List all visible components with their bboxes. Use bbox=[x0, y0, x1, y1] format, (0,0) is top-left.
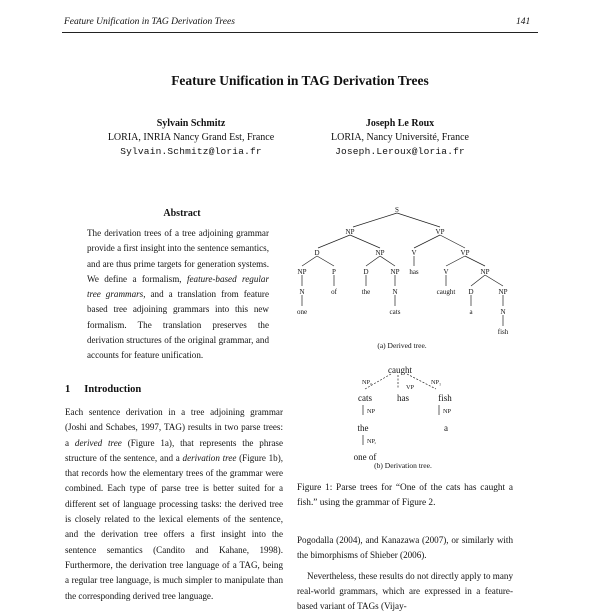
node-vp: VP bbox=[460, 249, 470, 257]
paper-title: Feature Unification in TAG Derivation Trees bbox=[171, 73, 429, 88]
intro-text: (Figure 1b), that records how the elementary trees of the grammar were combined. Each type of parse tree is better suited for a different set of language processing tasks: the derived tree is closely related to the lexical elements of the sentence, and the derivation tree offers a first insight into the sentence semantics (Candito and Kahane, 1998). Furthermore, the derivation tree language of a TAG, being a regular tree language, is much simpler to manipulate than the corresponding derived tree language. bbox=[65, 452, 283, 601]
derivation-root: caught bbox=[388, 365, 412, 375]
paragraph: Pogodalla (2004), and Kanazawa (2007), or similarly with the bimorphisms of Shieber (2006). bbox=[297, 535, 513, 561]
abstract-text: , and a translation from feature based tree adjoining grammars into this new formalism. The translation preserves the derivation structures of the original grammar, and accounts for feature unification. bbox=[87, 289, 269, 361]
abstract-emphasis: feature-based regular tree grammars bbox=[87, 273, 269, 300]
node-vp: VP bbox=[435, 228, 445, 236]
word-a: a bbox=[469, 308, 473, 316]
tree-edge bbox=[446, 256, 465, 266]
author-affiliation: LORIA, Nancy Université, France bbox=[330, 132, 469, 143]
header-rule bbox=[62, 32, 538, 33]
derived-tree-labels bbox=[297, 206, 509, 336]
section-number: 1 bbox=[65, 384, 71, 395]
paragraph: Nevertheless, these results do not directly apply to many real-world grammars, which are expressed in a feature-based variant of TAGs (Vijay- bbox=[297, 570, 513, 612]
tree-edge bbox=[397, 213, 440, 227]
node-np: NP bbox=[375, 249, 385, 257]
edge-label: VP bbox=[406, 384, 415, 391]
author-name: Sylvain Schmitz bbox=[156, 118, 226, 129]
node-np: NP bbox=[390, 268, 400, 276]
section-heading bbox=[65, 384, 155, 395]
node-np: NP bbox=[480, 268, 490, 276]
derivation-node: has bbox=[397, 393, 409, 403]
page-number: 141 bbox=[516, 17, 531, 27]
figure-1 bbox=[290, 202, 540, 482]
intro-emphasis: derivation tree bbox=[182, 452, 237, 463]
derivation-subcaption: (b) Derivation tree. bbox=[374, 461, 432, 470]
tree-edge bbox=[414, 235, 440, 248]
abstract-body bbox=[87, 226, 269, 364]
tree-edge bbox=[353, 213, 397, 227]
node-d: D bbox=[363, 268, 369, 276]
node-p: P bbox=[332, 268, 336, 276]
word-caught: caught bbox=[436, 288, 456, 296]
word-of: of bbox=[331, 288, 337, 296]
author-email: Sylvain.Schmitz@loria.fr bbox=[120, 146, 262, 157]
node-v: V bbox=[443, 268, 449, 276]
figure-svg bbox=[290, 202, 540, 482]
author-block-1 bbox=[80, 117, 302, 159]
node-np: NP bbox=[345, 228, 355, 236]
edge-label: NP₁ bbox=[431, 379, 442, 386]
intro-text: (Figure 1a), that represents the phrase structure of the sentence, and a bbox=[65, 437, 284, 463]
intro-emphasis: derived tree bbox=[74, 437, 122, 448]
tree-edge bbox=[317, 256, 334, 266]
derivation-node: a bbox=[444, 423, 448, 433]
node-np: NP bbox=[297, 268, 307, 276]
word-has: has bbox=[409, 268, 419, 276]
tree-edge bbox=[380, 256, 395, 266]
introduction-body bbox=[65, 405, 283, 604]
author-affiliation: LORIA, INRIA Nancy Grand Est, France bbox=[107, 132, 275, 143]
word-fish: fish bbox=[497, 328, 509, 336]
tree-edge bbox=[485, 275, 503, 286]
right-column-text bbox=[297, 533, 513, 614]
abstract-text: The derivation trees of a tree adjoining grammar provide a first insight into the sentence semantics, and are thus prime targets for generation systems. We define a formalism, bbox=[87, 228, 269, 284]
derivation-node: one of bbox=[353, 452, 377, 462]
node-n: N bbox=[500, 308, 506, 316]
tree-edge bbox=[465, 256, 485, 266]
author-email: Joseph.Leroux@loria.fr bbox=[335, 146, 465, 157]
figure-caption: Figure 1: Parse trees for “One of the cats has caught a fish.” using the grammar of Figure 2. bbox=[297, 483, 513, 508]
word-one: one bbox=[296, 308, 308, 316]
derivation-node: the bbox=[357, 423, 369, 433]
author-block-2 bbox=[300, 117, 500, 159]
derived-subcaption: (a) Derived tree. bbox=[377, 341, 427, 350]
node-v: V bbox=[411, 249, 417, 257]
node-np: NP bbox=[498, 288, 508, 296]
node-n: N bbox=[299, 288, 305, 296]
tree-edge bbox=[471, 275, 485, 286]
derivation-node: cats bbox=[358, 393, 372, 403]
intro-text: Each sentence derivation in a tree adjoining grammar (Joshi and Schabes, 1997, TAG) results in two parse trees: a bbox=[65, 407, 283, 448]
edge-label: NP, bbox=[367, 438, 376, 445]
running-title: Feature Unification in TAG Derivation Trees bbox=[64, 17, 235, 27]
word-the: the bbox=[361, 288, 371, 296]
node-s: S bbox=[395, 206, 399, 214]
author-name: Joseph Le Roux bbox=[365, 118, 435, 129]
tree-edge bbox=[318, 235, 350, 248]
node-n: N bbox=[392, 288, 398, 296]
edge-label: NP₀ bbox=[362, 379, 373, 386]
tree-edge bbox=[440, 235, 465, 248]
word-cats: cats bbox=[389, 308, 401, 316]
node-d: D bbox=[468, 288, 474, 296]
node-d: D bbox=[314, 249, 320, 257]
edge-label: NP bbox=[443, 408, 452, 415]
tree-edge bbox=[350, 235, 380, 248]
derivation-node: fish bbox=[438, 393, 452, 403]
tree-edge bbox=[366, 256, 380, 266]
derivation-tree bbox=[354, 365, 453, 470]
tree-edge bbox=[302, 256, 317, 266]
edge-label: NP bbox=[367, 408, 376, 415]
abstract-heading: Abstract bbox=[163, 208, 201, 219]
section-title: Introduction bbox=[84, 384, 142, 395]
